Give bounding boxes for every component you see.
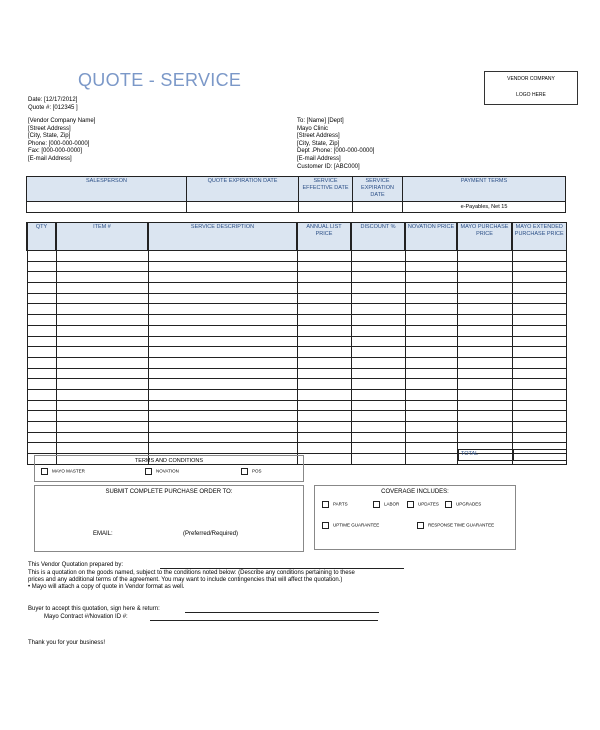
to-line: To: [Name] [Dept]	[297, 118, 344, 124]
table-row	[27, 261, 566, 272]
thank-you: Thank you for your business!	[28, 640, 106, 646]
table-row	[27, 411, 566, 422]
item-cell[interactable]	[27, 315, 56, 326]
item-cell[interactable]	[297, 368, 351, 379]
item-cell[interactable]	[148, 411, 297, 422]
item-cell[interactable]	[297, 304, 351, 315]
item-cell[interactable]	[351, 389, 405, 400]
item-cell[interactable]	[27, 336, 56, 347]
item-cell[interactable]	[56, 422, 148, 433]
item-cell[interactable]	[351, 251, 405, 262]
item-cell[interactable]	[297, 261, 351, 272]
item-cell[interactable]	[405, 315, 457, 326]
item-cell[interactable]	[56, 411, 148, 422]
item-cell[interactable]	[405, 368, 457, 379]
table-row	[27, 422, 566, 433]
item-cell[interactable]	[405, 411, 457, 422]
item-cell[interactable]	[405, 293, 457, 304]
item-cell[interactable]	[457, 261, 512, 272]
item-cell[interactable]	[512, 400, 566, 411]
item-cell[interactable]	[27, 422, 56, 433]
item-cell[interactable]	[405, 251, 457, 262]
item-cell[interactable]	[457, 251, 512, 262]
item-cell[interactable]	[56, 336, 148, 347]
item-cell[interactable]	[405, 389, 457, 400]
item-cell[interactable]	[148, 315, 297, 326]
table-row	[27, 315, 566, 326]
checkbox[interactable]	[322, 501, 329, 508]
item-cell[interactable]	[351, 357, 405, 368]
vendor-line: Phone: [000-000-0000]	[28, 140, 90, 147]
item-cell[interactable]	[457, 432, 512, 443]
item-cell[interactable]	[27, 411, 56, 422]
item-cell[interactable]	[148, 379, 297, 390]
item-cell[interactable]	[56, 261, 148, 272]
item-cell[interactable]	[297, 336, 351, 347]
item-cell[interactable]	[351, 325, 405, 336]
item-cell[interactable]	[457, 293, 512, 304]
item-cell[interactable]	[27, 325, 56, 336]
to-line: [City, State, Zip]	[297, 140, 340, 147]
item-cell[interactable]	[56, 357, 148, 368]
vendor-line: [Vendor Company Name]	[28, 118, 96, 124]
email-note: (Preferred/Required)	[183, 531, 239, 537]
item-cell[interactable]	[27, 293, 56, 304]
item-cell[interactable]	[405, 379, 457, 390]
item-cell[interactable]	[297, 283, 351, 294]
table-row	[27, 357, 566, 368]
checkbox[interactable]	[373, 501, 380, 508]
quote-date: Date: [12/17/2012]	[28, 97, 78, 103]
item-cell[interactable]	[56, 315, 148, 326]
item-cell[interactable]	[457, 336, 512, 347]
item-cell[interactable]	[27, 304, 56, 315]
submit-title: SUBMIT COMPLETE PURCHASE ORDER TO:	[105, 489, 233, 495]
vendor-line: [E-mail Address]	[28, 155, 72, 162]
checkbox[interactable]	[241, 468, 248, 475]
item-cell[interactable]	[457, 357, 512, 368]
table-row	[27, 347, 566, 358]
item-cell[interactable]	[351, 368, 405, 379]
table-row	[27, 368, 566, 379]
checkbox[interactable]	[145, 468, 152, 475]
item-cell[interactable]	[512, 347, 566, 358]
item-cell[interactable]	[351, 293, 405, 304]
service-effective-cell[interactable]	[299, 202, 353, 213]
item-cell[interactable]	[27, 432, 56, 443]
quote-meta	[28, 97, 78, 112]
footer-line: • Mayo will attach a copy of quote in Vendor format as well.	[28, 584, 185, 590]
item-cell[interactable]	[56, 304, 148, 315]
contract-label: Mayo Contract #/Novation ID #:	[44, 614, 128, 620]
buyer-signature-line[interactable]	[185, 612, 379, 613]
item-cell[interactable]	[351, 411, 405, 422]
checkbox[interactable]	[445, 501, 452, 508]
col-discount: DISCOUNT %	[351, 223, 405, 251]
item-cell[interactable]	[56, 293, 148, 304]
item-cell[interactable]	[297, 389, 351, 400]
item-cell[interactable]	[457, 389, 512, 400]
item-cell[interactable]	[27, 400, 56, 411]
item-cell[interactable]	[512, 389, 566, 400]
item-cell[interactable]	[457, 315, 512, 326]
item-cell[interactable]	[512, 283, 566, 294]
item-cell[interactable]	[148, 347, 297, 358]
coverage-box	[314, 485, 516, 550]
contract-line[interactable]	[150, 620, 378, 621]
item-cell[interactable]	[56, 443, 148, 454]
item-cell[interactable]	[56, 400, 148, 411]
item-cell[interactable]	[512, 251, 566, 262]
item-cell[interactable]	[512, 304, 566, 315]
item-cell[interactable]	[512, 325, 566, 336]
col-novation-price: NOVATION PRICE	[405, 223, 457, 251]
item-cell[interactable]	[148, 368, 297, 379]
total-label: TOTAL	[458, 449, 514, 461]
quote-expiration-cell[interactable]	[187, 202, 299, 213]
to-line: Customer ID: [ABC000]	[297, 163, 360, 170]
item-cell[interactable]	[351, 454, 405, 465]
header-table	[26, 176, 566, 213]
to-line: [E-mail Address]	[297, 155, 341, 162]
item-cell[interactable]	[297, 454, 351, 465]
vendor-line: Fax: [000-000-0000]	[28, 148, 83, 155]
col-qty: QTY	[27, 223, 56, 251]
item-cell[interactable]	[457, 411, 512, 422]
item-cell[interactable]	[405, 261, 457, 272]
item-cell[interactable]	[457, 368, 512, 379]
coverage-title: COVERAGE INCLUDES:	[381, 489, 449, 495]
table-row	[27, 389, 566, 400]
item-cell[interactable]	[512, 315, 566, 326]
terms-title: TERMS AND CONDITIONS	[134, 458, 204, 464]
to-line: Mayo Clinic	[297, 125, 329, 132]
item-cell[interactable]	[457, 400, 512, 411]
item-cell[interactable]	[297, 272, 351, 283]
to-line: Dept .Phone: [000-000-0000]	[297, 148, 375, 155]
table-row	[27, 336, 566, 347]
item-cell[interactable]	[297, 251, 351, 262]
item-cell[interactable]	[351, 422, 405, 433]
table-row	[27, 304, 566, 315]
item-cell[interactable]	[297, 315, 351, 326]
item-cell[interactable]	[27, 389, 56, 400]
coverage-option-labor[interactable]: LABOR	[373, 501, 399, 508]
logo-line1: VENDOR COMPANY	[507, 76, 555, 82]
item-cell[interactable]	[56, 389, 148, 400]
terms-option-pos[interactable]: POS	[241, 468, 262, 475]
terms-option-novation[interactable]: NOVATION	[145, 468, 179, 475]
item-cell[interactable]	[351, 315, 405, 326]
item-cell[interactable]	[512, 272, 566, 283]
col-mayo-purchase-price: MAYO PURCHASE PRICE	[457, 223, 512, 251]
item-cell[interactable]	[405, 325, 457, 336]
col-service-description: SERVICE DESCRIPTION	[148, 223, 297, 251]
quote-number: Quote #: [012345 ]	[28, 104, 78, 111]
items-table	[26, 222, 567, 465]
item-cell[interactable]	[56, 432, 148, 443]
checkbox[interactable]	[407, 501, 414, 508]
vendor-block	[28, 118, 95, 164]
email-label: EMAIL:	[93, 531, 113, 537]
item-cell[interactable]	[512, 411, 566, 422]
prepared-by-label: This Vendor Quotation prepared by:	[28, 562, 124, 568]
item-cell[interactable]	[56, 347, 148, 358]
table-row	[27, 400, 566, 411]
item-cell[interactable]	[56, 368, 148, 379]
to-line: [Street Address]	[297, 133, 340, 140]
salesperson-cell[interactable]	[27, 202, 187, 213]
item-cell[interactable]	[512, 432, 566, 443]
item-cell[interactable]	[512, 422, 566, 433]
item-cell[interactable]	[351, 283, 405, 294]
item-cell[interactable]	[351, 261, 405, 272]
item-cell[interactable]	[297, 325, 351, 336]
col-quote-expiration: QUOTE EXPIRATION DATE	[187, 177, 299, 202]
terms-option-mayo-master[interactable]: MAYO MASTER	[41, 468, 85, 475]
item-cell[interactable]	[351, 272, 405, 283]
table-row	[27, 379, 566, 390]
col-service-expiration: SERVICE EXPIRATION DATE	[353, 177, 403, 202]
item-cell[interactable]	[27, 443, 56, 454]
item-cell[interactable]	[297, 293, 351, 304]
col-item-number: ITEM #	[56, 223, 148, 251]
item-cell[interactable]	[297, 347, 351, 358]
item-cell[interactable]	[56, 325, 148, 336]
item-cell[interactable]	[148, 400, 297, 411]
item-cell[interactable]	[56, 272, 148, 283]
col-mayo-extended-price: MAYO EXTENDED PURCHASE PRICE	[512, 223, 566, 251]
item-cell[interactable]	[148, 443, 297, 454]
item-cell[interactable]	[56, 251, 148, 262]
item-cell[interactable]	[512, 261, 566, 272]
item-cell[interactable]	[148, 432, 297, 443]
prepared-by-line[interactable]	[160, 568, 404, 569]
item-cell[interactable]	[457, 422, 512, 433]
checkbox[interactable]	[41, 468, 48, 475]
table-row	[27, 432, 566, 443]
item-cell[interactable]	[512, 293, 566, 304]
item-cell[interactable]	[27, 368, 56, 379]
item-cell[interactable]	[351, 432, 405, 443]
item-cell[interactable]	[457, 283, 512, 294]
item-cell[interactable]	[297, 357, 351, 368]
col-salesperson: SALESPERSON	[27, 177, 187, 202]
logo-placeholder	[484, 71, 578, 105]
vendor-line: [City, State, Zip]	[28, 133, 71, 140]
footer-line: This is a quotation on the goods named, subject to the conditions noted below: (Describe any conditions pertaining to these	[28, 570, 355, 576]
item-cell[interactable]	[405, 400, 457, 411]
item-cell[interactable]	[512, 336, 566, 347]
coverage-option-uptime[interactable]: UPTIME GUARANTEE	[322, 522, 379, 529]
item-cell[interactable]	[351, 347, 405, 358]
item-cell[interactable]	[148, 325, 297, 336]
table-row	[27, 293, 566, 304]
col-payment-terms: PAYMENT TERMS	[403, 177, 566, 202]
terms-box	[34, 455, 304, 482]
item-cell[interactable]	[297, 432, 351, 443]
item-cell[interactable]	[27, 379, 56, 390]
coverage-option-upgrades[interactable]: UPGRADES	[445, 501, 481, 508]
item-cell[interactable]	[148, 422, 297, 433]
table-row	[27, 283, 566, 294]
coverage-option-parts[interactable]: PARTS	[322, 501, 348, 508]
item-cell[interactable]	[405, 347, 457, 358]
item-cell[interactable]	[405, 443, 457, 454]
item-cell[interactable]	[148, 293, 297, 304]
item-cell[interactable]	[405, 432, 457, 443]
item-cell[interactable]	[56, 379, 148, 390]
item-cell[interactable]	[405, 357, 457, 368]
service-expiration-cell[interactable]	[353, 202, 403, 213]
item-cell[interactable]	[148, 261, 297, 272]
item-cell[interactable]	[148, 283, 297, 294]
item-cell[interactable]	[405, 272, 457, 283]
page-title: QUOTE - SERVICE	[78, 70, 242, 90]
item-cell[interactable]	[405, 336, 457, 347]
item-cell[interactable]	[457, 379, 512, 390]
item-cell[interactable]	[27, 357, 56, 368]
checkbox[interactable]	[417, 522, 424, 529]
item-cell[interactable]	[148, 272, 297, 283]
item-cell[interactable]	[457, 347, 512, 358]
item-cell[interactable]	[512, 357, 566, 368]
item-cell[interactable]	[351, 379, 405, 390]
item-cell[interactable]	[148, 336, 297, 347]
item-cell[interactable]	[457, 304, 512, 315]
total-value[interactable]	[512, 449, 567, 461]
item-cell[interactable]	[27, 251, 56, 262]
vendor-line: [Street Address]	[28, 125, 71, 132]
item-cell[interactable]	[148, 251, 297, 262]
item-cell[interactable]	[351, 443, 405, 454]
footer-line: prices and any additional terms of the agreement. You may want to include contingencies that will affect the quotation.)	[28, 577, 343, 583]
item-cell[interactable]	[405, 283, 457, 294]
checkbox[interactable]	[322, 522, 329, 529]
item-cell[interactable]	[457, 272, 512, 283]
item-cell[interactable]	[512, 368, 566, 379]
item-cell[interactable]	[297, 443, 351, 454]
item-cell[interactable]	[148, 357, 297, 368]
item-cell[interactable]	[512, 379, 566, 390]
item-cell[interactable]	[27, 283, 56, 294]
submit-box	[34, 485, 304, 552]
to-block	[297, 118, 374, 171]
item-cell[interactable]	[405, 454, 457, 465]
col-annual-list-price: ANNUAL LIST PRICE	[297, 223, 351, 251]
item-cell[interactable]	[405, 422, 457, 433]
coverage-option-response-time[interactable]: RESPONSE TIME GUARANTEE	[417, 522, 494, 529]
item-cell[interactable]	[148, 304, 297, 315]
item-cell[interactable]	[405, 304, 457, 315]
table-row	[27, 251, 566, 262]
payment-terms-cell[interactable]: e-Payables, Net 15	[403, 202, 566, 213]
item-cell[interactable]	[27, 272, 56, 283]
table-row	[27, 272, 566, 283]
item-cell[interactable]	[27, 347, 56, 358]
item-cell[interactable]	[351, 400, 405, 411]
logo-line2: LOGO HERE	[516, 92, 546, 98]
col-service-effective: SERVICE EFFECTIVE DATE	[299, 177, 353, 202]
item-cell[interactable]	[56, 283, 148, 294]
coverage-option-updates[interactable]: UPDATES	[407, 501, 439, 508]
item-cell[interactable]	[27, 261, 56, 272]
item-cell[interactable]	[148, 389, 297, 400]
buyer-label: Buyer to accept this quotation, sign here & return:	[28, 606, 160, 612]
table-row	[27, 325, 566, 336]
item-cell[interactable]	[351, 304, 405, 315]
item-cell[interactable]	[457, 325, 512, 336]
item-cell[interactable]	[297, 379, 351, 390]
item-cell[interactable]	[297, 400, 351, 411]
item-cell[interactable]	[297, 411, 351, 422]
item-cell[interactable]	[297, 422, 351, 433]
item-cell[interactable]	[351, 336, 405, 347]
